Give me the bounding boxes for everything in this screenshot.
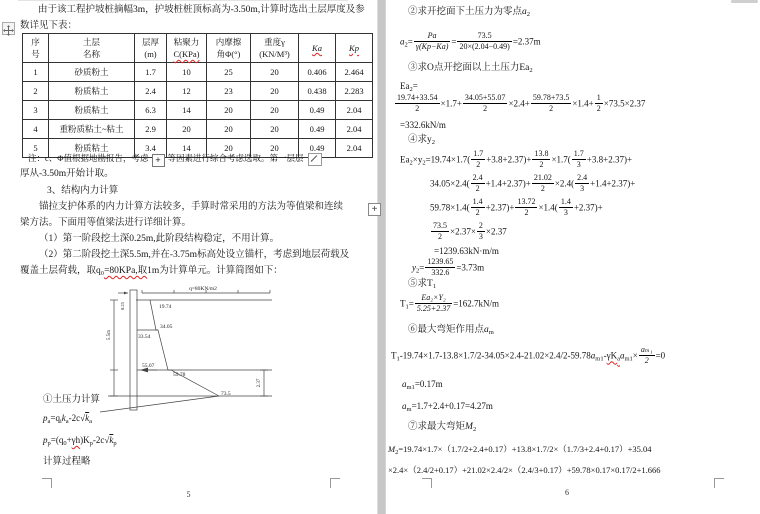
table-cell: 粉质粘土: [49, 139, 135, 158]
table-cell: 2: [23, 82, 49, 101]
table-cell: 10: [167, 63, 207, 82]
table-cell: 6.3: [135, 101, 167, 120]
formula-moment-eq: $T_1-19.74\times 1.7-13.8\times 1.7/2-34.05\times 2.4-21.02\times 2.4/2-59.78a_{m1}-\gamma K_aa_{m1}\times$ $\frac{\text{aₘ₁}}{2}$ =0: [391, 345, 666, 365]
stage-2-text-a: 覆盖土层荷载，取q₀: [20, 266, 105, 276]
formula-y2-line2: 34.05×2.4( $\frac{2.4}{2}$ +1.4+2.37)+ $\frac{21.02}{2}$ ×2.4( $\frac{2.4}{3}$ +1.4+2.37)+: [430, 173, 636, 193]
formula-ea-head: $Ea_2=$: [400, 81, 418, 93]
table-cell: 20: [167, 120, 207, 139]
soil-layer-table: [22, 33, 373, 158]
table-cell: 25: [207, 63, 251, 82]
formula-y2-line1: $Ea_2\times y_2=19.74\times 1.7$( $\frac{1.7}{2}$ +3.8+2.37)+ $\frac{13.8}{2}$ ×1.7( $\frac{1.7}{3}$ +3.8+2.37)+: [400, 149, 633, 169]
formula-ea-result: =332.6kN/m: [400, 120, 446, 130]
calc-omitted-note: 计算过程略: [43, 457, 91, 467]
table-cell: 0.406: [299, 63, 336, 82]
formula-y2-line3: 59.78×1.4( $\frac{1.4}{2}$ +2.37)+ $\frac{13.72}{2}$ ×1.4( $\frac{1.4}{3}$ +2.37)+: [430, 197, 603, 217]
table-row: [23, 120, 373, 139]
dim-left-label: 5.5m: [107, 329, 112, 341]
table-cell: 1: [23, 63, 49, 82]
table-cell: 20: [207, 101, 251, 120]
table-cell: 20: [251, 82, 299, 101]
table-cell: 0.438: [299, 82, 336, 101]
table-header-cell: 重度γ (KN/M³): [251, 34, 299, 63]
step-3-heading: ③求O点开挖面以上土压力$Ea_2$: [408, 63, 533, 74]
table-cell: 20: [251, 63, 299, 82]
table-cell: 2.04: [336, 139, 373, 158]
step-7-heading: ⑦求最大弯矩$M_2$: [408, 422, 477, 433]
formula-am: $a_m=1.7+2.4+0.17=4.27m$: [402, 401, 493, 413]
table-cell: 23: [207, 82, 251, 101]
table-header-cell: Ka: [299, 34, 336, 63]
note-text-a: 注：c、Φ值根据地勘报告，考虑: [28, 153, 149, 163]
dim-top-label: 0.25: [120, 302, 125, 310]
formula-t1: $T_1=$ $\frac{\text{Ea₂×Y₂}}{5.25+2.37}$ =162.7kN/m: [400, 293, 500, 313]
stage-2-item-cont: [20, 265, 283, 278]
stage-1-item: （1）第一阶段挖土深0.25m,此阶段结构稳定，不用计算。: [39, 234, 280, 244]
formula-m2-line2: ×2.4×（2.4/2+0.17）+21.02×2.4/2×（2.4/3+0.17）+59.78×0.17×0.17/2+1.666: [388, 465, 661, 475]
table-cell: 4: [23, 120, 49, 139]
table-cell: 0.49: [299, 120, 336, 139]
table-cell: 20: [207, 139, 251, 158]
pressure-59-78: 59.78: [173, 372, 186, 378]
step-2-heading: ②求开挖面下土压力为零点$a_2$: [408, 7, 531, 18]
pressure-55-07: 55.07: [142, 363, 155, 369]
note-line-2: 厚从-3.50m开始计取。: [20, 169, 114, 179]
table-row: [23, 82, 373, 101]
note-plus-box[interactable]: +: [152, 154, 165, 167]
table-cell: 3.4: [135, 139, 167, 158]
step-6-heading: ⑥最大弯矩作用点$a_m$: [408, 325, 494, 336]
table-header-cell: 内摩擦 角Φ(°): [207, 34, 251, 63]
scrollbar-fragment: [731, 0, 758, 3]
edit-annotation-icon[interactable]: [308, 153, 322, 166]
table-header-cell: 土层 名称: [49, 34, 135, 63]
table-header-cell: 序 号: [23, 34, 49, 63]
table-cell: 2.04: [336, 101, 373, 120]
insert-button[interactable]: +: [368, 203, 381, 216]
pressure-33-54: 33.54: [138, 334, 151, 340]
table-header-cell: 粘聚力 C(KPa): [167, 34, 207, 63]
formula-pa: $p_a=q_ik_a-2c√k_a$: [43, 413, 93, 425]
pressure-73-5: 73.5: [221, 391, 231, 397]
table-header-cell: Kp: [336, 34, 373, 63]
margin-crop-mark-right: [330, 478, 340, 488]
formula-y2-result: =1239.63kN·m/m: [434, 246, 499, 256]
section-3-heading: 3、结构内力计算: [47, 186, 119, 196]
margin-crop-mark-left: [422, 478, 432, 488]
note-text-b: 等因素进行综合考虑选取。第一层层: [167, 153, 304, 163]
table-cell: 20: [251, 101, 299, 120]
table-cell: 20: [207, 120, 251, 139]
table-cell: 2.283: [336, 82, 373, 101]
table-cell: 1.7: [135, 63, 167, 82]
table-row: [23, 101, 373, 120]
page-1: [0, 0, 377, 514]
table-header-cell: 层厚 (m): [135, 34, 167, 63]
table-cell: 0.49: [299, 139, 336, 158]
page-number-6: 6: [565, 488, 569, 497]
table-cell: 重粉质粘土~粘土: [49, 120, 135, 139]
table-cell: 3: [23, 101, 49, 120]
calculation-diagram: [100, 282, 280, 414]
stage-2-text-wavy: =80KPa,取: [104, 266, 148, 276]
formula-pp: $p_p=(q_0+\gamma h)K_p-2c√k_p$: [43, 435, 117, 447]
table-row: [23, 63, 373, 82]
pressure-34-05: 34.05: [160, 324, 173, 330]
formula-m2-line1: $M_2=19.74\times 1.7\times(1.7/2+2.4+0.17)+13.8\times 1.7/2\times(1.7/3+2.4+0.17)+35.04$: [388, 444, 652, 456]
pressure-19-74: 19.74: [159, 304, 172, 310]
intro-line-1: 由于该工程护坡桩摘幅3m，护坡桩桩顶标高为-3.50m,计算时选出土层厚度及参: [38, 5, 365, 15]
table-note-line: [28, 152, 322, 167]
step-5-heading: ⑤求$T_1$: [408, 279, 437, 290]
stage-2-item: （2）第二阶段挖土深5.5m,并在-3.75m标高处设立锚杆，考虑到地层荷载及: [39, 250, 350, 260]
table-cell: 2.04: [336, 120, 373, 139]
formula-am1: $a_{m1}=0.17m$: [402, 379, 443, 391]
page-2: [386, 0, 760, 514]
table-cell: 20: [251, 139, 299, 158]
stage-2-text-b: 1m为计算单元。计算简图如下：: [147, 266, 283, 276]
table-cell: 2.4: [135, 82, 167, 101]
margin-crop-mark-right: [714, 478, 724, 488]
table-cell: 14: [167, 139, 207, 158]
table-cell: 2.9: [135, 120, 167, 139]
table-cell: 5: [23, 139, 49, 158]
paragraph-1: 锚拉支护体系的内力计算方法较多，手算时常采用的方法为等值梁和连续: [39, 202, 344, 212]
table-cell: 20: [251, 120, 299, 139]
load-label: q=80KN/m2: [189, 286, 217, 292]
margin-crop-mark-left: [42, 478, 52, 488]
formula-y2-value: $y_2=$ $\frac{1239.65}{332.6}$ =3.73m: [412, 257, 485, 277]
dim-right-label: 2.37: [257, 378, 262, 388]
table-cell: 12: [167, 82, 207, 101]
page-top-hairline: [18, 0, 348, 1]
formula-y2-line4: $\frac{73.5}{2}$ ×2.37× $\frac{2}{3}$ ×2.37: [433, 221, 507, 241]
table-cell: 粉质粘土: [49, 101, 135, 120]
table-cell: 砂质粉土: [49, 63, 135, 82]
formula-a2: $a_2=$ $\frac{Pa}{\gamma(Kp-Ka)}$ = $\frac{73.5}{20\times(2.04-0.49)}$ =2.37m: [400, 31, 541, 51]
calc-heading-1: ①土压力计算: [43, 395, 101, 405]
step-4-heading: ④求$y_2$: [408, 135, 436, 146]
table-cell: 14: [167, 101, 207, 120]
table-cell: 0.49: [299, 101, 336, 120]
table-cell: 2.464: [336, 63, 373, 82]
page-number-5: 5: [186, 490, 191, 499]
table-cell: 粉质粘土: [49, 82, 135, 101]
table-move-handle-icon[interactable]: [2, 22, 15, 35]
page-gap-divider: [377, 0, 386, 514]
formula-ea: $\frac{19.74+33.54}{2}$ ×1.7+ $\frac{34.05+55.07}{2}$ ×2.4+ $\frac{59.78+73.5}{2}$ ×1.4+ $\frac{1}{2}$ ×73.5×2.37: [397, 93, 646, 113]
intro-line-2: 数详见下表：: [20, 21, 78, 31]
paragraph-2: 梁方法。下面用等值梁法进行详细计算。: [20, 218, 192, 228]
